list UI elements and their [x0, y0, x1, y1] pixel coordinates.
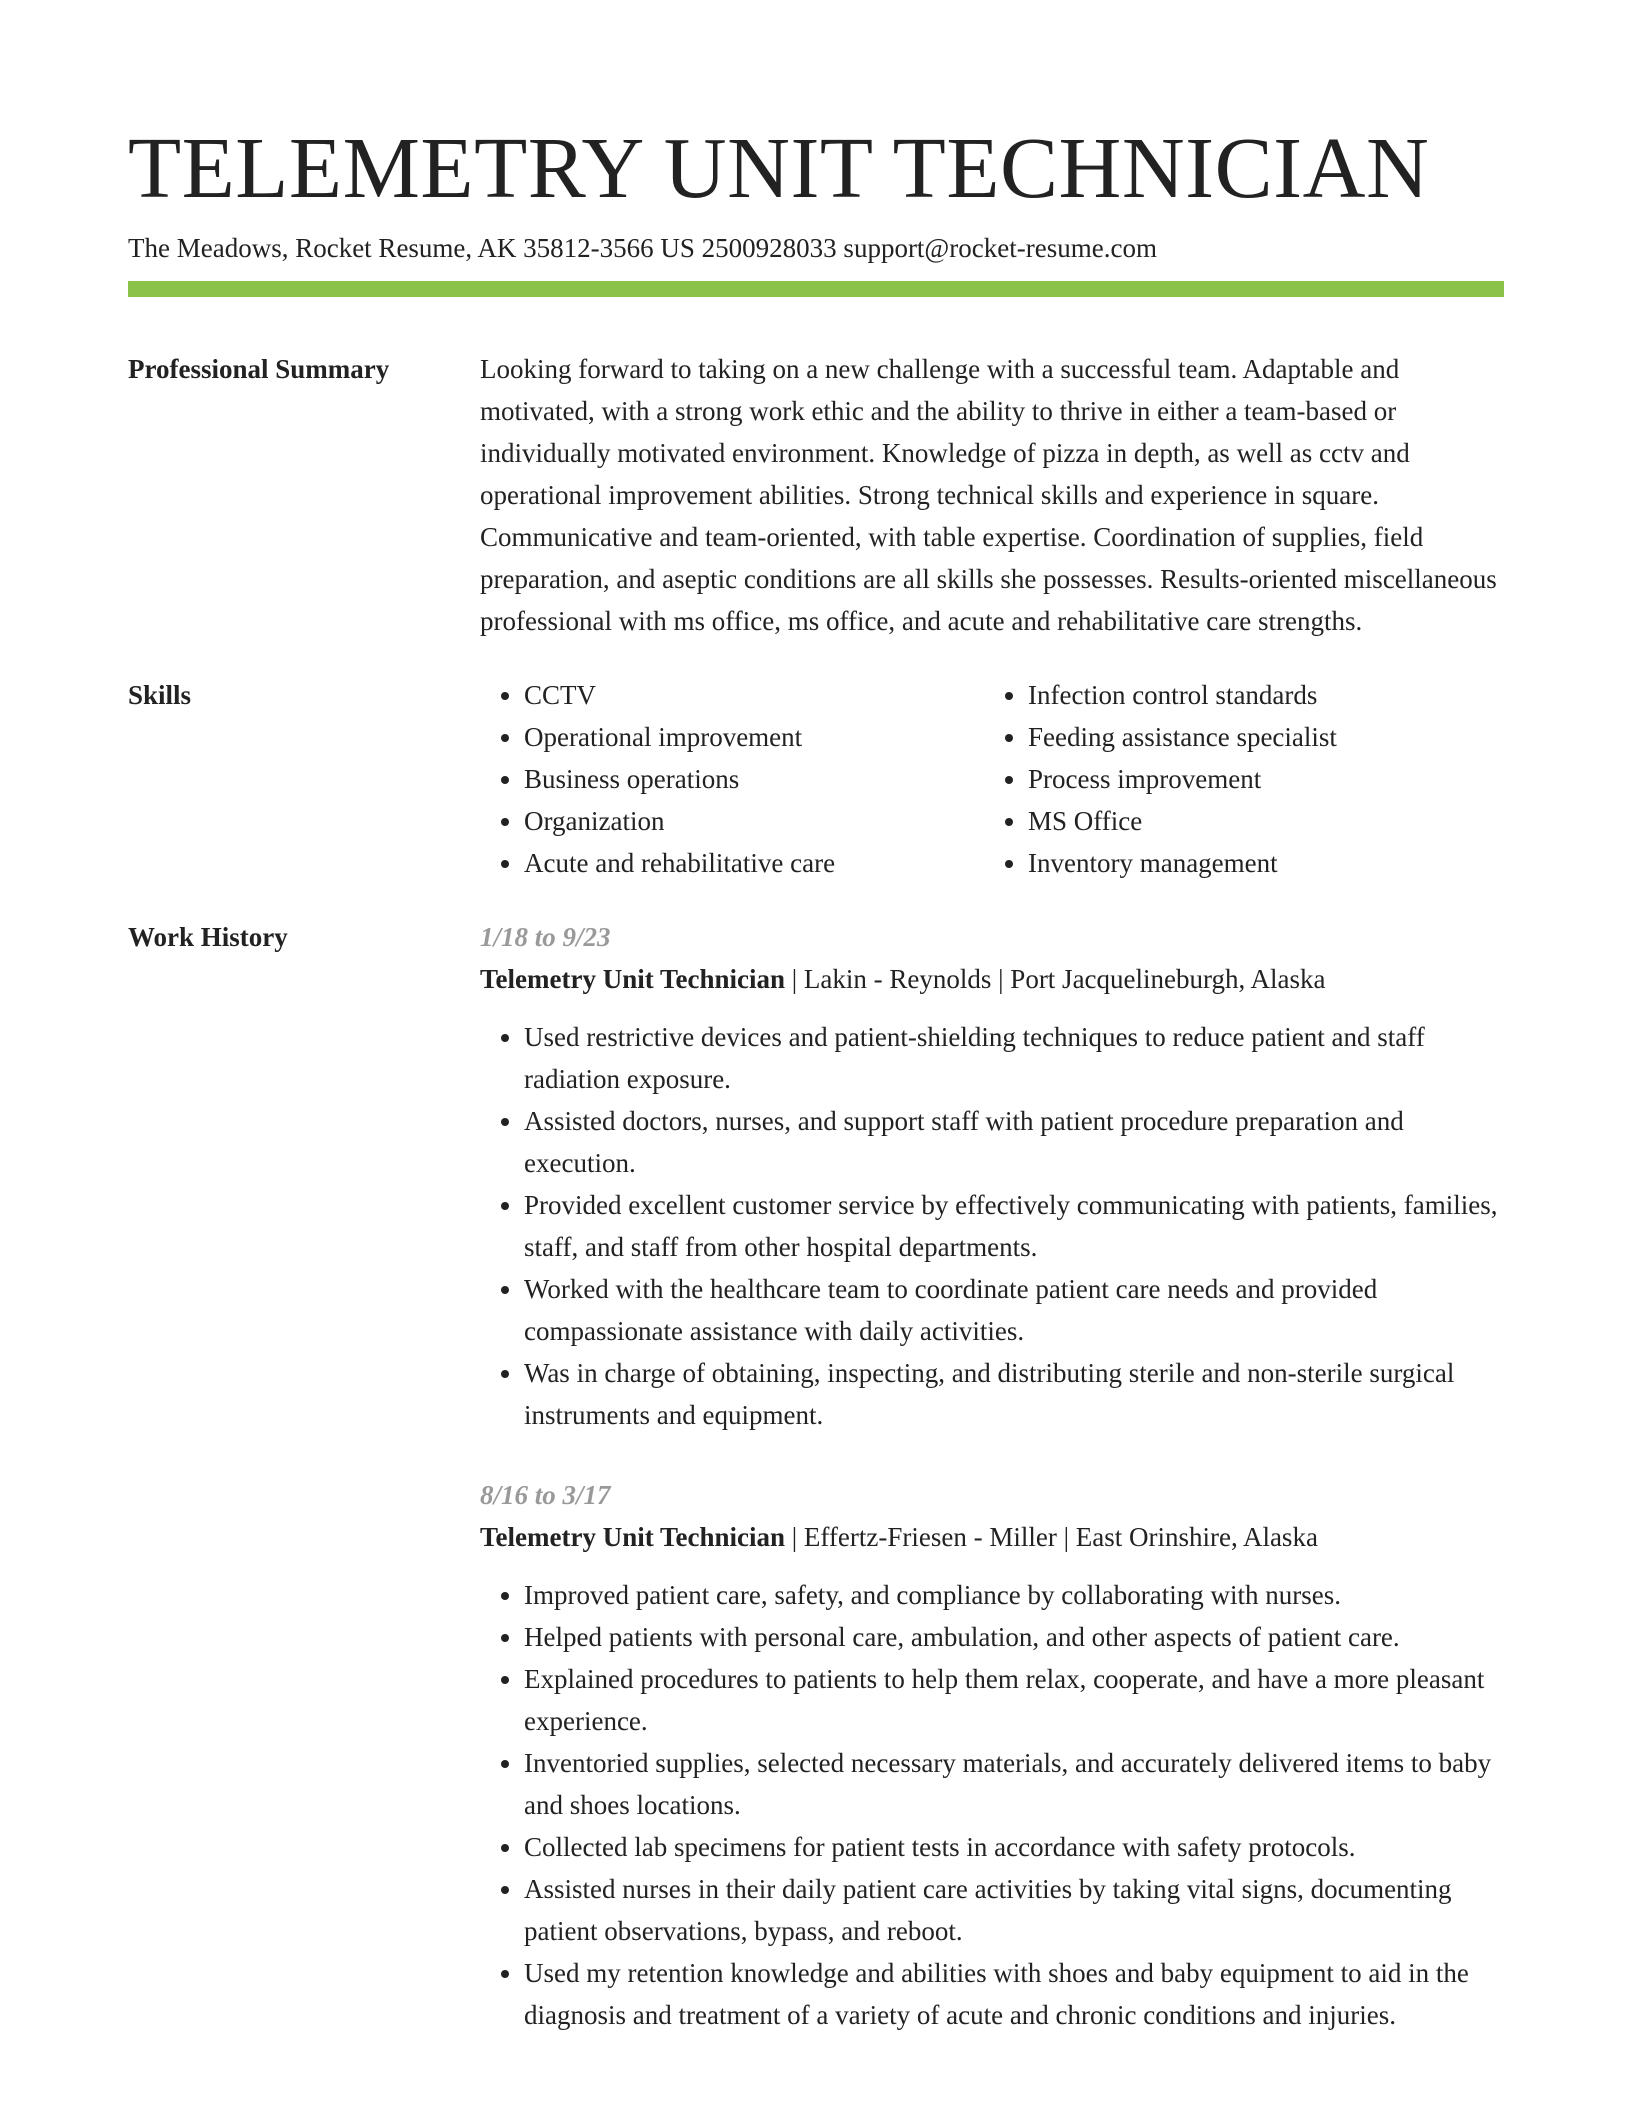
skill-item: • Operational improvement: [524, 716, 984, 758]
job-bullet: • Was in charge of obtaining, inspecting, and distributing sterile and non-sterile surgical instruments and equipment.: [524, 1352, 1504, 1436]
job-bullet: • Assisted nurses in their daily patient care activities by taking vital signs, documenting patient observations, bypass, and reboot.: [524, 1868, 1504, 1952]
skill-item: • Organization: [524, 800, 984, 842]
skill-item: • Feeding assistance specialist: [1028, 716, 1504, 758]
job-dates: 1/18 to 9/23: [480, 922, 611, 952]
work-history-section: [128, 916, 1504, 2036]
section-heading-summary: Professional Summary: [128, 354, 390, 384]
job-bullet: • Helped patients with personal care, ambulation, and other aspects of patient care.: [524, 1616, 1504, 1658]
job-bullet: • Worked with the healthcare team to coordinate patient care needs and provided compassionate assistance with daily activities.: [524, 1268, 1504, 1352]
skills-section: [128, 674, 1504, 884]
job-bullet: • Improved patient care, safety, and compliance by collaborating with nurses.: [524, 1574, 1504, 1616]
job-bullet: • Collected lab specimens for patient tests in accordance with safety protocols.: [524, 1826, 1504, 1868]
job-employer-location: | Effertz-Friesen - Miller | East Orinshire, Alaska: [785, 1522, 1318, 1552]
job-employer-location: | Lakin - Reynolds | Port Jacquelineburgh, Alaska: [785, 964, 1326, 994]
professional-summary-section: [128, 348, 1504, 642]
skill-item: • CCTV: [524, 674, 984, 716]
candidate-name: TELEMETRY UNIT TECHNICIAN: [128, 119, 1430, 216]
job-bullet: • Used my retention knowledge and abilities with shoes and baby equipment to aid in the diagnosis and treatment of a variety of acute and chronic conditions and injuries.: [524, 1952, 1504, 2036]
job-bullet: • Inventoried supplies, selected necessary materials, and accurately delivered items to baby and shoes locations.: [524, 1742, 1504, 1826]
job-entry: [480, 1474, 1504, 2036]
section-heading-skills: Skills: [128, 680, 192, 710]
job-bullet: • Explained procedures to patients to help them relax, cooperate, and have a more pleasant experience.: [524, 1658, 1504, 1742]
skill-item: • MS Office: [1028, 800, 1504, 842]
skills-list-left: [480, 674, 984, 884]
accent-divider: [128, 281, 1504, 297]
job-title: Telemetry Unit Technician: [480, 1522, 786, 1552]
job-entry: [480, 916, 1504, 1436]
skills-list-right: [984, 674, 1504, 884]
skill-item: • Process improvement: [1028, 758, 1504, 800]
skill-item: • Inventory management: [1028, 842, 1504, 884]
skill-item: • Business operations: [524, 758, 984, 800]
job-heading: [480, 1516, 1504, 1558]
job-bullets: [480, 1574, 1504, 2036]
job-bullets: [480, 1016, 1504, 1436]
job-dates: 8/16 to 3/17: [480, 1480, 611, 1510]
job-bullet: • Assisted doctors, nurses, and support staff with patient procedure preparation and execution.: [524, 1100, 1504, 1184]
section-heading-work: Work History: [128, 922, 288, 952]
job-bullet: • Provided excellent customer service by effectively communicating with patients, families, staff, and staff from other hospital departments.: [524, 1184, 1504, 1268]
skill-item: • Infection control standards: [1028, 674, 1504, 716]
skill-item: • Acute and rehabilitative care: [524, 842, 984, 884]
resume-page: [128, 118, 1504, 2036]
job-title: Telemetry Unit Technician: [480, 964, 786, 994]
summary-text: Looking forward to taking on a new challenge with a successful team. Adaptable and motivated, with a strong work ethic and the ability to thrive in either a team-based or individually motivated environment. Knowledge of pizza in depth, as well as cctv and operational improvement abilities. Strong technical skills and experience in square. Communicative and team-oriented, with table expertise. Coordination of supplies, field preparation, and aseptic conditions are all skills she possesses. Results-oriented miscellaneous professional with ms office, ms office, and acute and rehabilitative care strengths.: [480, 354, 1497, 636]
contact-line: The Meadows, Rocket Resume, AK 35812-3566 US 2500928033 support@rocket-resume.com: [128, 233, 1157, 263]
job-bullet: • Used restrictive devices and patient-shielding techniques to reduce patient and staff radiation exposure.: [524, 1016, 1504, 1100]
job-heading: [480, 958, 1504, 1000]
